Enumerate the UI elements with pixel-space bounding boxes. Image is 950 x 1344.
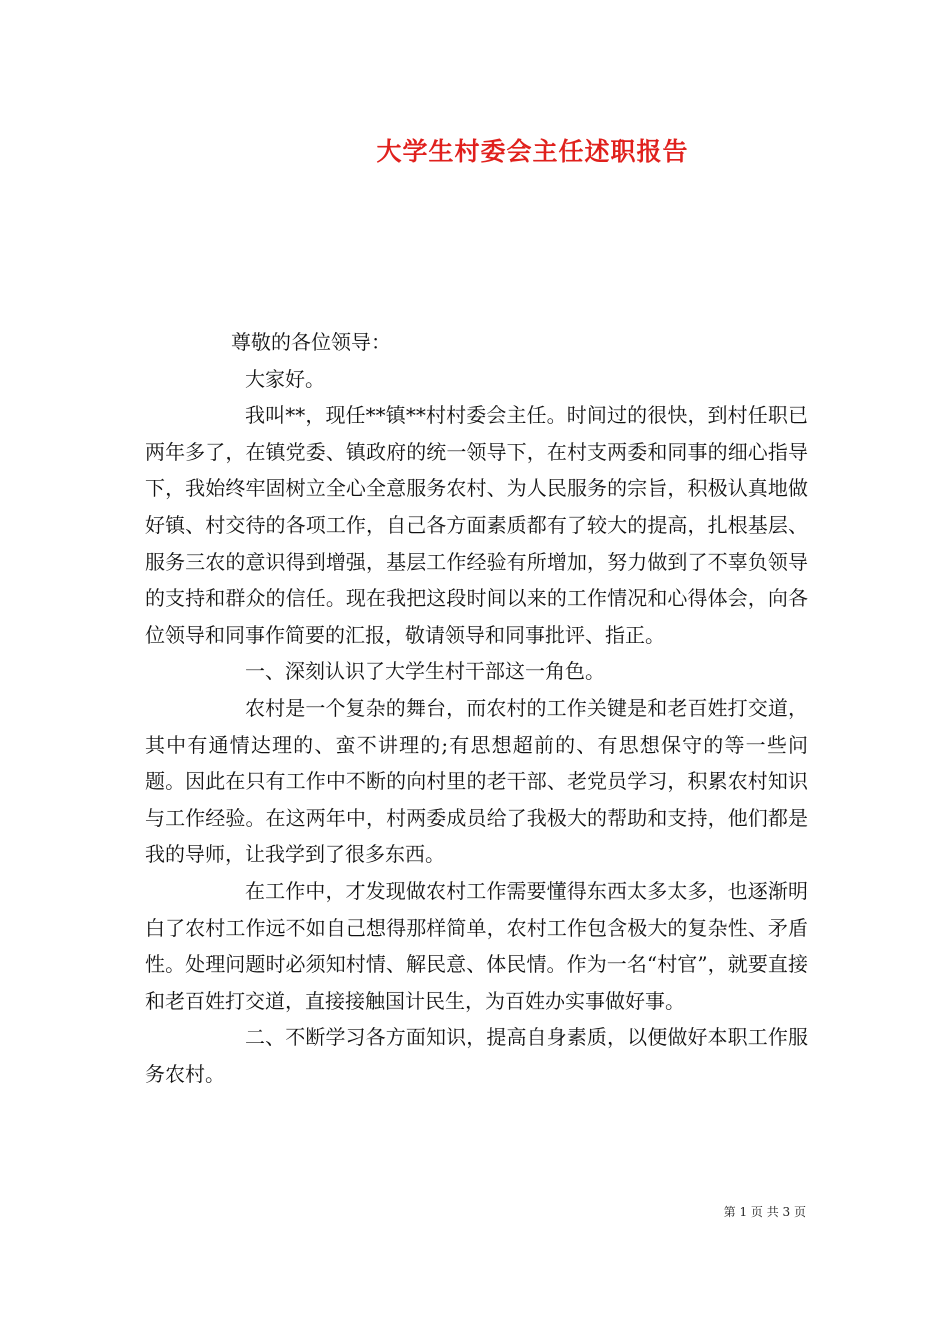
document-body bbox=[145, 324, 808, 1092]
greeting: 大家好。 bbox=[245, 366, 325, 391]
document-title: 大学生村委会主任述职报告 bbox=[376, 137, 689, 166]
paragraph-rural-stage: 农村是一个复杂的舞台，而农村的工作关键是和老百姓打交道，其中有通情达理的、蛮不讲理的;有思想超前的、有思想保守的等一些问题。因此在只有工作中不断的向村里的老干部、老党员学习，积累农村知识与工作经验。在这两年中，村两委成员给了我极大的帮助和支持，他们都是我的导师，让我学到了很多东西。 bbox=[145, 695, 808, 867]
section-heading-1: 一、深刻认识了大学生村干部这一角色。 bbox=[245, 659, 605, 684]
section-heading-2: 二、不断学习各方面知识，提高自身素质，以便做好本职工作服务农村。 bbox=[145, 1025, 808, 1086]
page-footer: 第 1 页 共 3 页 bbox=[723, 1205, 806, 1219]
paragraph-intro: 我叫**，现任**镇**村村委会主任。时间过的很快，到村任职已两年多了，在镇党委、镇政府的统一领导下，在村支两委和同事的细心指导下，我始终牢固树立全心全意服务农村、为人民服务的宗旨，积极认真地做好镇、村交待的各项工作，自己各方面素质都有了较大的提高，扎根基层、服务三农的意识得到增强，基层工作经验有所增加，努力做到了不辜负领导的支持和群众的信任。现在我把这段时间以来的工作情况和心得体会，向各位领导和同事作简要的汇报，敬请领导和同事批评、指正。 bbox=[145, 403, 808, 647]
salutation: 尊敬的各位领导： bbox=[231, 330, 391, 354]
paragraph-work-insight: 在工作中，才发现做农村工作需要懂得东西太多太多，也逐渐明白了农村工作远不如自己想得那样简单，农村工作包含极大的复杂性、矛盾性。处理问题时必须知村情、解民意、体民情。作为一名“村官”，就要直接和老百姓打交道，直接接触国计民生，为百姓办实事做好事。 bbox=[145, 878, 808, 1013]
